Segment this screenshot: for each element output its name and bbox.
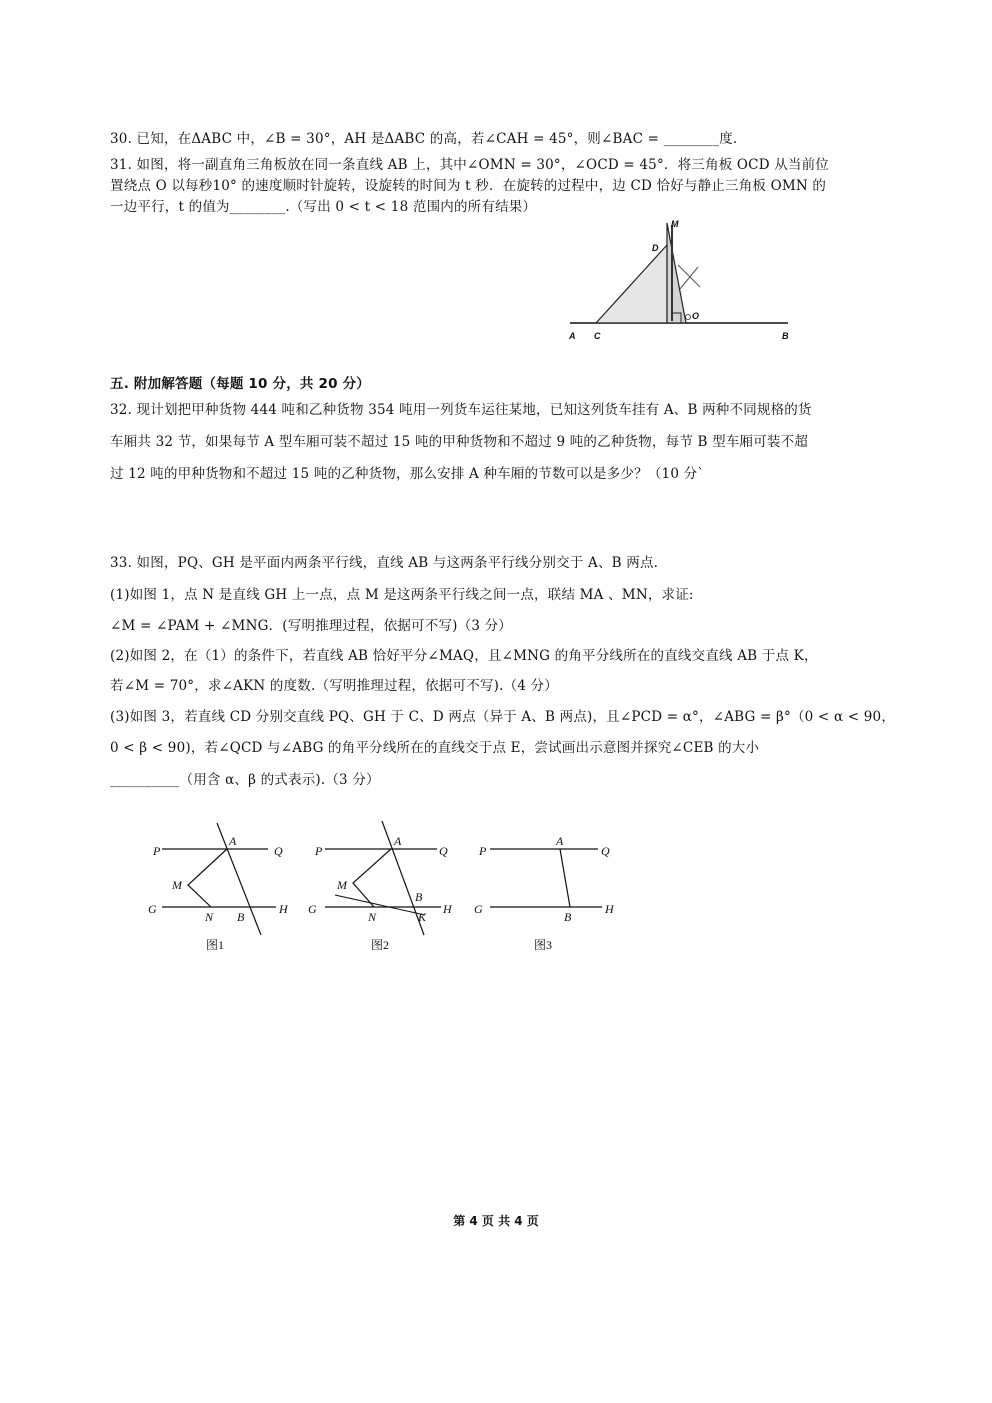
figure-2-caption: 图2 (371, 938, 390, 952)
label-m: M (337, 878, 347, 892)
segments-ma-mn (188, 849, 227, 907)
figure-3 (470, 815, 630, 960)
triangle-ocd (596, 245, 667, 323)
label-a: A (556, 834, 564, 848)
label-q: Q (274, 844, 283, 858)
label-b: B (564, 910, 572, 924)
label-b: B (237, 910, 245, 924)
label-q: Q (601, 844, 610, 858)
label-b: B (782, 331, 789, 341)
label-g: G (148, 902, 157, 916)
segments-ma-mn (353, 849, 391, 907)
label-a: A (569, 331, 576, 341)
label-p: P (153, 844, 161, 858)
label-p: P (315, 844, 323, 858)
label-g: G (308, 902, 317, 916)
question-33-line-1: 33. 如图，PQ、GH 是平面内两条平行线，直线 AB 与这两条平行线分别交于 A、B 两点. (110, 555, 659, 571)
label-m: M (172, 878, 182, 892)
label-n: N (205, 910, 214, 924)
label-n: N (368, 910, 377, 924)
question-33-line-4: (2)如图 2，在（1）的条件下，若直线 AB 恰好平分∠MAQ，且∠MNG 的角平分线所在的直线交直线 AB 于点 K， (110, 648, 818, 664)
label-o: O (692, 311, 700, 321)
figure-2 (305, 815, 465, 960)
question-33-line-5: 若∠M = 70°，求∠AKN 的度数.（写明推理过程，依据可不写).（4 分） (110, 678, 558, 694)
page-footer: 第 4 页 共 4 页 (453, 1214, 539, 1228)
question-33-line-7: 0 < β < 90)，若∠QCD 与∠ABG 的角平分线所在的直线交于点 E，尝试画出示意图并探究∠CEB 的大小 (110, 740, 760, 756)
triangle-omn (667, 223, 686, 323)
question-30: 30. 已知，在ΔABC 中，∠B = 30°，AH 是ΔABC 的高，若∠CAH = 45°，则∠BAC = ________度. (110, 131, 738, 147)
label-m: M (671, 219, 679, 229)
q31-figure (560, 215, 800, 345)
section-5-heading: 五. 附加解答题（每题 10 分，共 20 分） (110, 376, 371, 392)
question-31-line-3: 一边平行，t 的值为________.（写出 0 < t < 18 范围内的所有结果） (110, 199, 537, 215)
figure-3-caption: 图3 (534, 938, 553, 952)
figure-1-caption: 图1 (206, 938, 225, 952)
label-a: A (394, 834, 402, 848)
label-d: D (652, 243, 659, 253)
question-31-line-2: 置绕点 O 以每秒10° 的速度顺时针旋转，设旋转的时间为 t 秒．在旋转的过程中，边 CD 恰好与静止三角板 OMN 的 (110, 178, 827, 194)
question-32-line-3: 过 12 吨的甲种货物和不超过 15 吨的乙种货物，那么安排 A 种车厢的节数可以是多少？（10 分` (110, 466, 705, 482)
label-b: B (415, 890, 423, 904)
question-32-line-2: 车厢共 32 节，如果每节 A 型车厢可装不超过 15 吨的甲种货物和不超过 9 吨的乙种货物，每节 B 型车厢可装不超 (110, 434, 809, 450)
label-h: H (443, 902, 452, 916)
segment-ab (560, 849, 570, 907)
point-o-icon (686, 315, 691, 320)
label-h: H (605, 902, 614, 916)
label-g: G (474, 902, 483, 916)
question-32-line-1: 32. 现计划把甲种货物 444 吨和乙种货物 354 吨用一列货车运往某地，已知这列货车挂有 A、B 两种不同规格的货 (110, 402, 812, 418)
question-33-line-6: (3)如图 3，若直线 CD 分别交直线 PQ、GH 于 C、D 两点（异于 A、B 两点)，且∠PCD = α°，∠ABG = β°（0 < α < 90， (110, 709, 896, 725)
question-33-line-3: ∠M = ∠PAM + ∠MNG．(写明推理过程，依据可不写)（3 分） (110, 618, 512, 634)
label-h: H (279, 902, 288, 916)
label-k: K (418, 910, 427, 924)
question-33-line-2: (1)如图 1，点 N 是直线 GH 上一点，点 M 是这两条平行线之间一点，联结 MA 、MN，求证: (110, 587, 694, 603)
bisector-nk (335, 895, 425, 915)
label-c: C (594, 331, 601, 341)
label-a: A (229, 834, 237, 848)
question-31-line-1: 31. 如图，将一副直角三角板放在同一条直线 AB 上，其中∠OMN = 30°，∠OCD = 45°．将三角板 OCD 从当前位 (110, 157, 830, 173)
figure-1 (140, 815, 300, 960)
question-33-line-8: __________（用含 α、β 的式表示).（3 分） (110, 772, 380, 788)
label-p: P (479, 844, 487, 858)
label-q: Q (439, 844, 448, 858)
